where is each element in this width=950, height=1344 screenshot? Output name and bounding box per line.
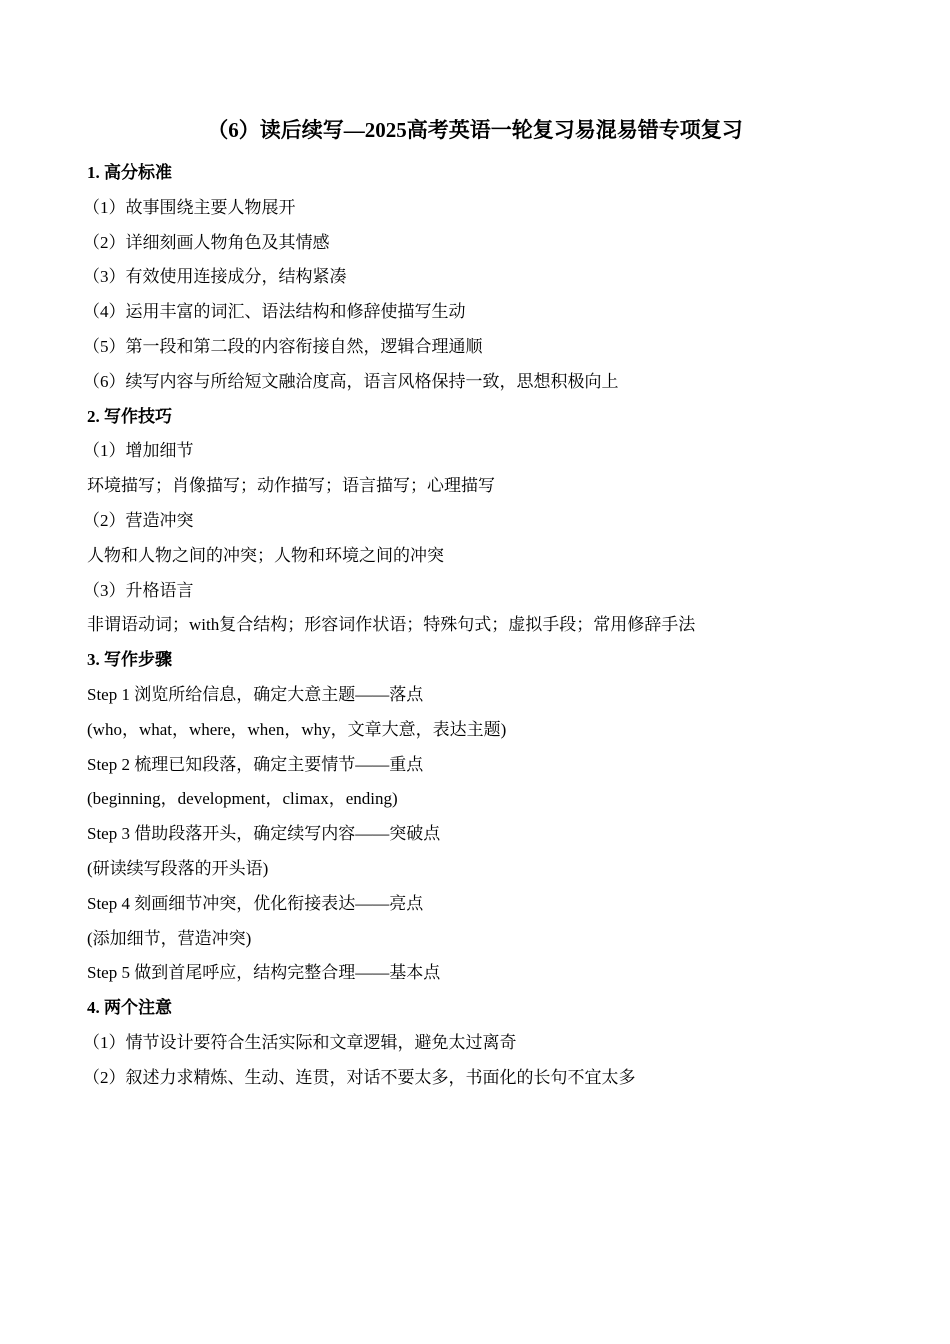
list-item: （2）营造冲突	[83, 510, 194, 530]
document-body	[83, 156, 877, 1096]
step-detail-line: (添加细节，营造冲突)	[87, 928, 252, 948]
page-title: （6）读后续写—2025高考英语一轮复习易混易错专项复习	[207, 118, 743, 142]
section-heading: 1. 高分标准	[87, 163, 172, 182]
list-item: （1）故事围绕主要人物展开	[83, 197, 296, 217]
list-item: （6）续写内容与所给短文融洽度高，语言风格保持一致，思想积极向上	[83, 371, 619, 391]
paragraph-line: 人物和人物之间的冲突；人物和环境之间的冲突	[87, 545, 444, 565]
list-item: （1）情节设计要符合生活实际和文章逻辑，避免太过离奇	[83, 1032, 517, 1052]
paragraph-line: 非谓语动词；with复合结构；形容词作状语；特殊句式；虚拟手段；常用修辞手法	[87, 615, 696, 635]
list-item: （1）增加细节	[83, 441, 194, 461]
step-detail-line: (who，what，where，when，why，文章大意，表达主题)	[87, 719, 507, 739]
list-item: （2）叙述力求精炼、生动、连贯，对话不要太多，书面化的长句不宜太多	[83, 1067, 636, 1087]
step-line: Step 2 梳理已知段落，确定主要情节——重点	[87, 754, 424, 774]
list-item: （3）升格语言	[83, 580, 194, 600]
step-line: Step 5 做到首尾呼应，结构完整合理——基本点	[87, 963, 441, 983]
paragraph-line: 环境描写；肖像描写；动作描写；语言描写；心理描写	[87, 476, 495, 496]
section-heading: 4. 两个注意	[87, 998, 172, 1018]
step-detail-line: (研读续写段落的开头语)	[87, 858, 269, 878]
list-item: （3）有效使用连接成分，结构紧凑	[83, 267, 347, 287]
section-heading: 3. 写作步骤	[87, 650, 172, 670]
step-line: Step 4 刻画细节冲突，优化衔接表达——亮点	[87, 893, 424, 913]
section-heading: 2. 写作技巧	[87, 406, 172, 426]
step-line: Step 3 借助段落开头，确定续写内容——突破点	[87, 824, 441, 844]
step-line: Step 1 浏览所给信息，确定大意主题——落点	[87, 684, 424, 704]
list-item: （2）详细刻画人物角色及其情感	[83, 232, 330, 252]
step-detail-line: (beginning，development，climax，ending)	[87, 789, 398, 809]
list-item: （5）第一段和第二段的内容衔接自然，逻辑合理通顺	[83, 336, 483, 356]
list-item: （4）运用丰富的词汇、语法结构和修辞使描写生动	[83, 302, 466, 322]
